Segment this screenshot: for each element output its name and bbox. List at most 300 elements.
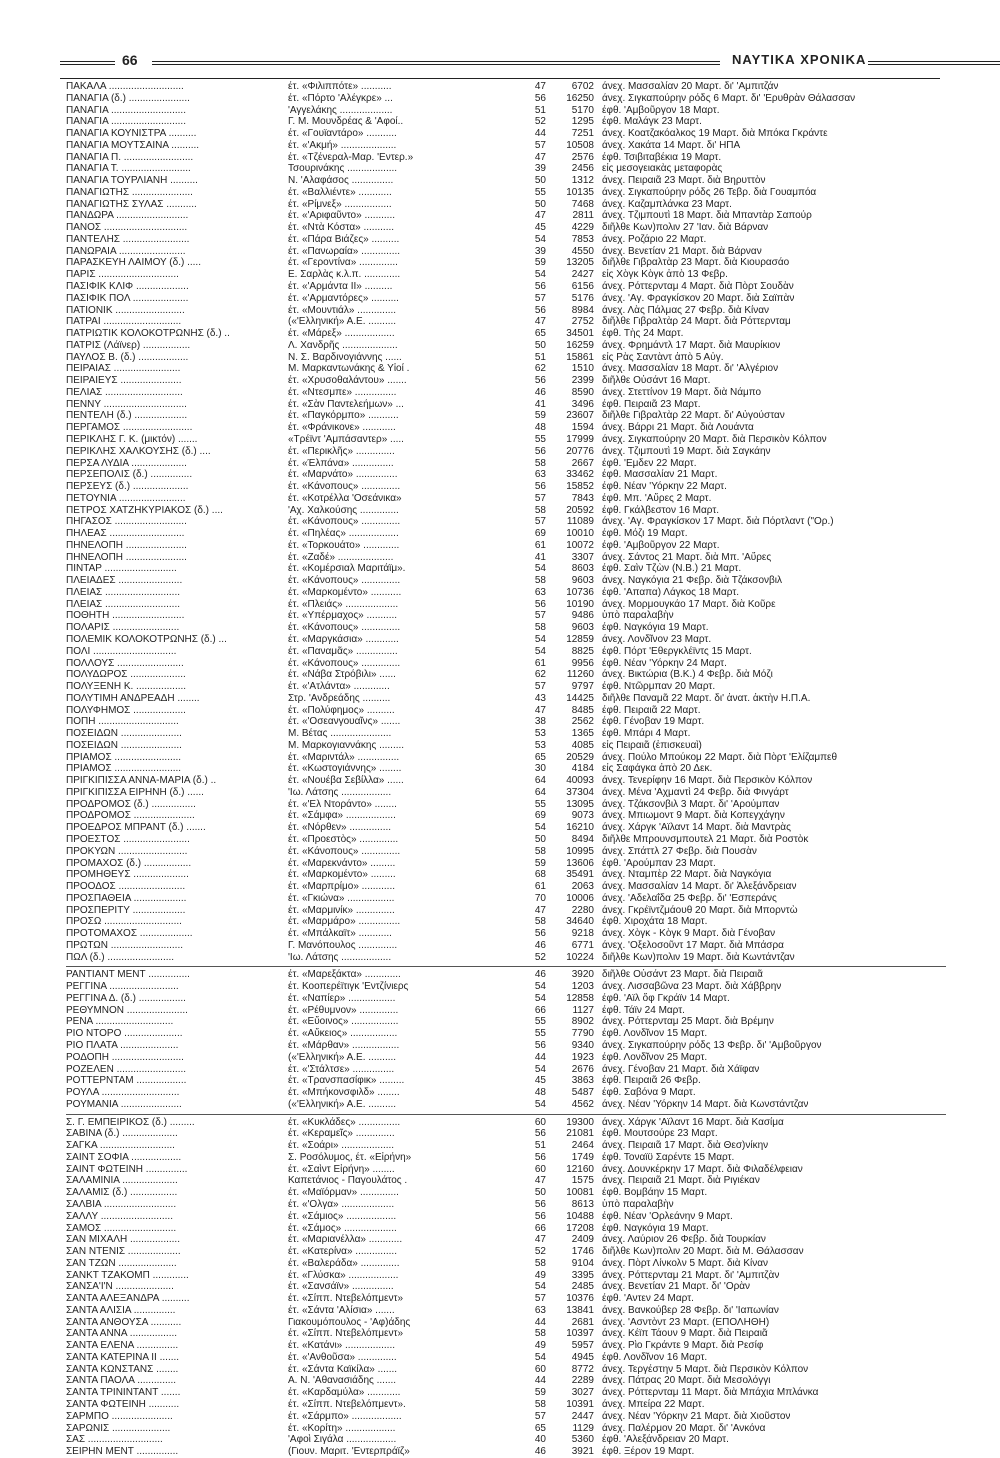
table-row: [66, 210, 946, 222]
movement-note: άνεχ. Νέαν 'Υόρκην 21 Μαρτ. διὰ Χιοῦστον: [602, 1410, 791, 1422]
build-year: 46: [534, 386, 546, 398]
ship-name: ΠΑΡΑΣΚΕΥΗ ΛΑΙΜΟΥ (δ.) .....: [66, 257, 201, 269]
table-row: [66, 1293, 946, 1305]
movement-note: ὑπὸ παραλαβὴν: [602, 1198, 674, 1210]
agent-name: έτ. «Μπάλκαϊτ» ............: [288, 928, 392, 940]
table-row: [66, 1028, 946, 1040]
tonnage: 4085: [571, 739, 594, 751]
build-year: 55: [534, 1016, 546, 1028]
build-year: 41: [534, 398, 546, 410]
table-row: [66, 752, 946, 764]
movement-note: έφθ. Πειραιᾶ 22 Μαρτ.: [602, 704, 701, 716]
movement-note: έφθ. Λονδῖνον 15 Μαρτ.: [602, 1028, 708, 1040]
ship-name: ΠΛΕΙΑΔΕΣ .......................: [66, 575, 183, 587]
ship-name: ΠΡΟΣΠΑΘΕΙΑ ...................: [66, 892, 187, 904]
agent-name: έτ. «Τορκουάτο» .............: [288, 539, 400, 551]
ship-name: ΠΑΝΑΓΙΑ ΤΟΥΡΛΙΑΝΗ ..........: [66, 175, 198, 187]
tonnage: 16250: [566, 92, 594, 104]
movement-note: διῆλθε Παναμᾶ 22 Μαρτ. δι' ἀνατ. ἀκτὴν Η.Π.Α.: [602, 692, 811, 704]
ship-name: ΠΡΟΕΣΤΟΣ ........................: [66, 834, 190, 845]
agent-name: έτ. «Κωστογιάννης» ........: [288, 763, 402, 775]
tonnage: 37304: [566, 786, 594, 798]
movement-note: έφθ. Ντῶρμπαν 20 Μαρτ.: [602, 681, 716, 693]
movement-note: έφθ. Μασσαλίαν 21 Μαρτ.: [602, 469, 718, 481]
build-year: 56: [534, 598, 546, 610]
movement-note: έφθ. Νέαν 'Ορλεάνην 9 Μαρτ.: [602, 1210, 733, 1222]
movement-note: έφθ. 'Εμδεν 22 Μαρτ.: [602, 457, 697, 469]
agent-name: έτ. «Ναπίερ» .................: [288, 992, 396, 1004]
ship-name: ΡΙΟ ΠΛΑΤΑ .....................: [66, 1040, 179, 1052]
table-row: [66, 1117, 946, 1129]
ship-name: Σ. Γ. ΕΜΠΕΙΡΙΚΟΣ (δ.) .........: [66, 1116, 195, 1128]
movement-note: έφθ. Μαλάγκ 23 Μαρτ.: [602, 116, 702, 128]
ship-name: ΠΕΙΡΑΙΑΣ ........................: [66, 363, 181, 375]
ship-name: ΠΛΕΙΑΣ ...........................: [66, 598, 180, 610]
table-row: [66, 1164, 946, 1176]
agent-name: έτ. «Σάρμπο» ..................: [288, 1410, 402, 1422]
table-row: [66, 693, 946, 705]
tonnage: 13606: [566, 857, 594, 869]
movement-note: άνεχ. Ροζάριο 22 Μαρτ.: [602, 233, 707, 245]
ship-name: ΣΑΝΤΑ ΕΛΕΝΑ ...............: [66, 1340, 179, 1352]
ship-name: ΣΑΝΤΑ ΚΩΝΣΤΑΝΣ ........: [66, 1363, 179, 1375]
build-year: 62: [534, 669, 546, 681]
ship-name: ΣΑΓΚΑ ...........................: [66, 1140, 175, 1152]
ship-name: ΠΟΛΥΤΙΜΗ ΑΝΔΡΕΑΔΗ ........: [66, 692, 200, 704]
agent-name: έτ. «Κάνοπους» ..............: [288, 845, 401, 857]
tonnage: 14425: [566, 692, 594, 704]
build-year: 57: [534, 492, 546, 504]
build-year: 51: [534, 1140, 546, 1152]
agent-name: έτ. «Σάμιος» ..................: [288, 1210, 397, 1222]
ship-name: ΣΑΝΤΑ ΑΛΙΣΙΑ ...............: [66, 1304, 176, 1316]
movement-note: εἰς Πειραιᾶ (ἐπισκευαὶ): [602, 739, 702, 751]
table-row: [66, 587, 946, 599]
table-row: [66, 634, 946, 646]
tonnage: 5176: [571, 292, 594, 304]
build-year: 57: [534, 139, 546, 151]
ship-name: ΣΑΝΤΑ ΑΝΘΟΥΣΑ ...........: [66, 1316, 182, 1328]
tonnage: 10081: [566, 1187, 594, 1199]
build-year: 55: [534, 798, 546, 810]
tonnage: 8772: [571, 1363, 594, 1375]
movement-note: άνεχ. Τζιμπουτὶ 19 Μαρτ. διὰ Σαγκάην: [602, 445, 771, 457]
agent-name: έτ. «Κοτρέλλα 'Οσεάνικα»: [288, 492, 402, 504]
tonnage: 5360: [571, 1434, 594, 1446]
build-year: 66: [534, 1004, 546, 1016]
tonnage: 7251: [571, 128, 594, 140]
agent-name: Γ. Μανόπουλος ..............: [288, 939, 398, 951]
movement-note: άνεχ. Λονδῖνον 23 Μαρτ.: [602, 633, 712, 645]
tonnage: 9603: [571, 575, 594, 587]
build-year: 45: [534, 222, 546, 234]
build-year: 56: [534, 281, 546, 293]
movement-note: άνεχ. Λαύριον 26 Φεβρ. διὰ Τουρκίαν: [602, 1234, 766, 1246]
build-year: 58: [534, 845, 546, 857]
movement-note: έφθ. Λονδῖνον 16 Μαρτ.: [602, 1351, 708, 1363]
agent-name: έτ. «Σίππ. Ντεβελόπμεντ».: [288, 1398, 406, 1410]
build-year: 58: [534, 916, 546, 928]
ship-name: ΣΑΜΟΣ ..........................: [66, 1222, 177, 1234]
build-year: 58: [534, 1257, 546, 1269]
tonnage: 10736: [566, 586, 594, 598]
tonnage: 8902: [571, 1016, 594, 1028]
table-row: [66, 1064, 946, 1076]
tonnage: 2280: [571, 904, 594, 916]
table-row: [66, 1040, 946, 1052]
ship-name: ΠΗΝΕΛΟΠΗ ......................: [66, 539, 187, 551]
ship-name: ΠΛΕΙΑΣ ...........................: [66, 586, 180, 598]
ship-name: ΣΑΒΙΝΑ (δ.) ....................: [66, 1128, 178, 1140]
agent-name: 'Αφοὶ Σιγάλα ..................: [288, 1434, 397, 1446]
movement-note: έφθ. Τσιβιταβέκια 19 Μαρτ.: [602, 151, 722, 163]
agent-name: Γ. Μ. Μουνδρέας & 'Αφοί..: [288, 116, 404, 128]
tonnage: 2681: [571, 1316, 594, 1328]
tonnage: 1594: [571, 422, 594, 434]
table-row: [66, 1234, 946, 1246]
ship-name: ΣΑΝΤΑ ΤΡΙΝΙΝΤΑΝΤ .......: [66, 1387, 181, 1399]
table-row: [66, 140, 946, 152]
table-row: [66, 1075, 946, 1087]
movement-note: έφθ. Γκάλβεστον 16 Μαρτ.: [602, 504, 720, 516]
table-row: [66, 1434, 946, 1446]
movement-note: άνεχ. Λισσαβῶνα 23 Μαρτ. διὰ Χάββρην: [602, 981, 782, 993]
agent-name: 'Ιω. Λάτσης ..................: [288, 786, 392, 798]
build-year: 54: [534, 1351, 546, 1363]
movement-note: άνεχ. Μένα 'Αχμαντὶ 24 Φεβρ. διὰ Φινγάρτ: [602, 786, 789, 798]
agent-name: έτ. «Σάντα 'Αλίσια» .......: [288, 1304, 395, 1316]
build-year: 63: [534, 469, 546, 481]
table-row: [66, 399, 946, 411]
tonnage: 10010: [566, 528, 594, 540]
agent-name: έτ. «Μπήκονσφιλδ» ........: [288, 1087, 400, 1099]
movement-note: έφθ. Σαὶν Τζὼν (Ν.Β.) 21 Μαρτ.: [602, 563, 742, 575]
tonnage: 1312: [571, 175, 594, 187]
table-row: [66, 105, 946, 117]
table-row: [66, 434, 946, 446]
table-row: [66, 540, 946, 552]
agent-name: έτ. «Μαρπρίμο» ............: [288, 881, 395, 893]
build-year: 47: [534, 1234, 546, 1246]
tonnage: 12160: [566, 1163, 594, 1175]
tonnage: 10376: [566, 1293, 594, 1305]
table-row: [66, 763, 946, 775]
tonnage: 6702: [571, 81, 594, 92]
tonnage: 10072: [566, 539, 594, 551]
agent-name: έτ. «Ρέθυμνον» ..............: [288, 1004, 399, 1016]
build-year: 59: [534, 257, 546, 269]
movement-note: έφθ. Σαβόνα 9 Μαρτ.: [602, 1087, 696, 1099]
tonnage: 35491: [566, 869, 594, 881]
build-year: 61: [534, 657, 546, 669]
build-year: 47: [534, 1175, 546, 1187]
agent-name: έτ. «Μάρθαν» .................: [288, 1040, 400, 1052]
ship-name: ΠΙΝΤΑΡ ..........................: [66, 563, 177, 575]
movement-note: έφθ. Ξέρον 19 Μαρτ.: [602, 1446, 695, 1458]
agent-name: έτ. «Σάντα Καϊκίλα» .......: [288, 1363, 398, 1375]
table-row: [66, 222, 946, 234]
ship-name: ΣΑΛΒΙΑ ..........................: [66, 1198, 177, 1210]
build-year: 53: [534, 739, 546, 751]
build-year: 39: [534, 163, 546, 175]
ship-name: ΠΟΠΗ .............................: [66, 716, 179, 728]
build-year: 54: [534, 1063, 546, 1075]
tonnage: 10488: [566, 1210, 594, 1222]
table-row: [66, 387, 946, 399]
build-year: 47: [534, 904, 546, 916]
agent-name: έτ. «Νόρθεν» ...............: [288, 822, 392, 834]
table-row: [66, 1199, 946, 1211]
agent-name: έτ. «'Ολγα» ...................: [288, 1198, 395, 1210]
movement-note: έφθ. Μουτσούρε 23 Μαρτ.: [602, 1128, 718, 1140]
ship-name: ΠΗΛΕΑΣ ...........................: [66, 528, 185, 540]
build-year: 45: [534, 1075, 546, 1087]
ship-name: ΠΕΤΡΟΣ ΧΑΤΖΗΚΥΡΙΑΚΟΣ (δ.) ....: [66, 504, 223, 516]
table-row: [66, 799, 946, 811]
agent-name: Ν. Σ. Βαρδινογιάννης ......: [288, 351, 402, 363]
movement-note: άνεχ. Τζιμπουτὶ 18 Μαρτ. διὰ Μπαντὰρ Σαπούρ: [602, 210, 812, 222]
tonnage: 15852: [566, 481, 594, 493]
agent-name: έτ. «Κεραμεῖς» ..............: [288, 1128, 395, 1140]
movement-note: έφθ. Ναγκόγια 19 Μαρτ.: [602, 1222, 709, 1234]
movement-note: έφθ. 'Αϊλ ὄφ Γκράϊν 14 Μαρτ.: [602, 992, 730, 1004]
ship-name: ΡΕΓΓΙΝΑ .........................: [66, 981, 179, 993]
agent-name: έτ. «Σάμος» ...................: [288, 1222, 397, 1234]
agent-name: έτ. «Κάνοπους» ..............: [288, 622, 401, 634]
tonnage: 9218: [571, 928, 594, 940]
ship-name: ΠΟΣΕΙΔΩΝ ......................: [66, 739, 182, 751]
movement-note: εἰς μεσογειακὰς μεταφορὰς: [602, 163, 723, 175]
tonnage: 2399: [571, 375, 594, 387]
build-year: 58: [534, 1328, 546, 1340]
movement-note: έφθ. Μπ. 'Αὔρες 2 Μαρτ.: [602, 492, 712, 504]
ship-name: ΣΑΙΝΤ ΦΩΤΕΙΝΗ ...............: [66, 1163, 188, 1175]
movement-note: άνεχ. Κοατζακόαλκος 19 Μαρτ. διὰ Μπόκα Γκράντε: [602, 128, 828, 140]
tonnage: 11089: [566, 516, 594, 528]
build-year: 64: [534, 775, 546, 787]
table-row: [66, 481, 946, 493]
table-row: [66, 1305, 946, 1317]
build-year: 49: [534, 1340, 546, 1352]
table-row: [66, 340, 946, 352]
ship-name: ΠΑΝΑΓΙΑ (δ.) ......................: [66, 92, 190, 104]
movement-note: άνεχ. Ρόττερνταμ 25 Μαρτ. διὰ Βρέμην: [602, 1016, 774, 1028]
tonnage: 19300: [566, 1116, 594, 1128]
build-year: 56: [534, 1128, 546, 1140]
agent-name: έτ. «Νάβα Στρόβιλι» ......: [288, 669, 396, 681]
agent-name: έτ. «Μαρμινίκ» ..............: [288, 904, 395, 916]
tonnage: 7843: [571, 492, 594, 504]
agent-name: έτ. «Μαρεξάκτα» .............: [288, 969, 401, 981]
ship-name: ΠΟΛΥΦΗΜΟΣ ...................: [66, 704, 186, 716]
build-year: 46: [534, 939, 546, 951]
agent-name: έτ. «Κάνοπους» ..............: [288, 657, 401, 669]
tonnage: 8494: [571, 834, 594, 845]
movement-note: άνεχ. Σπάττλ 27 Φεβρ. διὰ Πουσὰν: [602, 845, 757, 857]
tonnage: 17999: [566, 433, 594, 445]
tonnage: 2289: [571, 1375, 594, 1387]
table-row: [66, 669, 946, 681]
ship-name: ΣΑΝΤΑ ΠΑΟΛΑ ..............: [66, 1375, 177, 1387]
build-year: 47: [534, 704, 546, 716]
movement-note: άνεχ. Πὸρτ Λίνκολν 5 Μαρτ. διὰ Κίναν: [602, 1257, 769, 1269]
tonnage: 10190: [566, 598, 594, 610]
build-year: 62: [534, 363, 546, 375]
agent-name: 'Αχ. Χαλκούσης ..............: [288, 504, 399, 516]
tonnage: 3027: [571, 1387, 594, 1399]
movement-note: άνεχ. Μορμουγκάο 17 Μαρτ. διὰ Κοῦρε: [602, 598, 776, 610]
tonnage: 2667: [571, 457, 594, 469]
table-row: [66, 1005, 946, 1017]
table-row: [66, 681, 946, 693]
agent-name: έτ. «Μαρμάρο» ...............: [288, 916, 401, 928]
build-year: 44: [534, 1316, 546, 1328]
table-row: [66, 646, 946, 658]
table-row: [66, 175, 946, 187]
tonnage: 16259: [566, 339, 594, 351]
table-row: [66, 410, 946, 422]
ship-name: ΠΑΥΛΟΣ Β. (δ.) ..................: [66, 351, 189, 363]
ship-name: ΠΡΟΜΗΘΕΥΣ ....................: [66, 869, 189, 881]
agent-name: έτ. «Κομέρσιαλ Μαριτάϊμ».: [288, 563, 406, 575]
table-row: [66, 858, 946, 870]
table-row: [66, 1140, 946, 1152]
table-row: [66, 516, 946, 528]
ship-name: ΣΕΙΡΗΝ ΜΕΝΤ ...............: [66, 1446, 179, 1458]
table-row: [66, 1175, 946, 1187]
ship-name: ΡΟΥΛΑ ............................: [66, 1087, 180, 1099]
build-year: 52: [534, 951, 546, 963]
table-row: [66, 1375, 946, 1387]
tonnage: 9956: [571, 657, 594, 669]
ship-name: ΠΕΡΣΕΠΟΛΙΣ (δ.) ...............: [66, 469, 193, 481]
agent-name: έτ. «Προεστὸς» ..............: [288, 834, 399, 845]
movement-note: άνεχ. Βενετίαν 21 Μαρτ. δι' 'Ορὰν: [602, 1281, 751, 1293]
table-row: [66, 916, 946, 928]
table-row: [66, 1052, 946, 1064]
tonnage: 8613: [571, 1198, 594, 1210]
agent-name: έτ. «Μαρνάτο» ...............: [288, 469, 398, 481]
tonnage: 1575: [571, 1175, 594, 1187]
agent-name: έτ. «Ντεσμπε» ...............: [288, 386, 397, 398]
agent-name: Τσουρινάκης ..................: [288, 163, 398, 175]
tonnage: 5957: [571, 1340, 594, 1352]
build-year: 58: [534, 457, 546, 469]
tonnage: 4945: [571, 1351, 594, 1363]
ship-name: ΠΑΝΑΓΙΑ ...........................: [66, 116, 186, 128]
movement-note: άνεχ. 'Αγ. Φραγκίσκον 20 Μαρτ. διὰ Σαϊπὰν: [602, 292, 795, 304]
build-year: 55: [534, 1028, 546, 1040]
table-row: [66, 493, 946, 505]
tonnage: 1127: [572, 1004, 594, 1016]
table-row: [66, 269, 946, 281]
table-row: [66, 528, 946, 540]
tonnage: 9073: [571, 810, 594, 822]
header-underline: [60, 78, 940, 79]
table-row: [66, 505, 946, 517]
tonnage: 8485: [571, 704, 594, 716]
tonnage: 15861: [566, 351, 594, 363]
movement-note: διῆλθε Μπρουνσμπουτελ 21 Μαρτ. διὰ Ροστὸκ: [602, 834, 809, 845]
tonnage: 13841: [566, 1304, 594, 1316]
agent-name: έτ. «Μουντιάλ» ..............: [288, 304, 397, 316]
movement-note: άνεχ. 'Αδελαΐδα 25 Φεβρ. δι' 'Εσπεράνς: [602, 892, 777, 904]
ship-name: ΠΕΡΣΕΥΣ (δ.) ....................: [66, 481, 189, 493]
agent-name: έτ. «Πανωραία» ..............: [288, 245, 401, 257]
build-year: 54: [534, 981, 546, 993]
agent-name: έτ. «Γεροντίνα» ..............: [288, 257, 398, 269]
table-row: [66, 1211, 946, 1223]
table-row: [66, 234, 946, 246]
build-year: 59: [534, 410, 546, 422]
build-year: 47: [534, 81, 546, 92]
ship-name: ΠΡΩΤΩΝ ..........................: [66, 939, 184, 951]
ship-name: ΣΑΣ ...........................: [66, 1434, 163, 1446]
movement-note: άνεχ. Βενετίαν 21 Μαρτ. διὰ Βάρναν: [602, 245, 762, 257]
movement-note: άνεχ. Πάτρας 20 Μαρτ. διὰ Μεσολόγγι: [602, 1375, 771, 1387]
tonnage: 10995: [566, 845, 594, 857]
table-row: [66, 1411, 946, 1423]
agent-name: Ν. 'Αλαφάσος ...............: [288, 175, 394, 187]
movement-note: έφθ. Νέαν 'Υόρκην 24 Μαρτ.: [602, 657, 727, 669]
agent-name: έτ. «Γουϊαντάρο» ...........: [288, 128, 397, 140]
tonnage: 2752: [571, 316, 594, 328]
tonnage: 40093: [566, 775, 594, 787]
agent-name: Μ. Βέτας ......................: [288, 728, 392, 740]
tonnage: 10508: [566, 139, 594, 151]
agent-name: έτ. «Αὔκειος» .................: [288, 1028, 398, 1040]
table-row: [66, 1128, 946, 1140]
table-row: [66, 928, 946, 940]
table-row: [66, 981, 946, 993]
table-row: [66, 1364, 946, 1376]
movement-note: διῆλθε Γιβραλτὰρ 22 Μαρτ. δι' Αὐγούσταν: [602, 410, 785, 422]
movement-note: έφθ. 'Αλεξάνδρειαν 20 Μαρτ.: [602, 1434, 729, 1446]
build-year: 56: [534, 1151, 546, 1163]
build-year: 48: [534, 422, 546, 434]
ship-name: ΣΑΝ ΤΖΩΝ .....................: [66, 1257, 177, 1269]
table-row: [66, 163, 946, 175]
ship-name: ΠΑΝΩΡΑΙΑ ........................: [66, 245, 186, 257]
tonnage: 20529: [566, 751, 594, 763]
tonnage: 1365: [571, 728, 594, 740]
agent-name: έτ. «Νουέβα Σεβίλλα» ......: [288, 775, 404, 787]
build-year: 61: [534, 539, 546, 551]
ship-name: ΣΑΝΤΑ ΑΝΝΑ .................: [66, 1328, 178, 1340]
build-year: 50: [534, 339, 546, 351]
ship-name: ΣΑΛΑΜΙΝΙΑ ....................: [66, 1175, 178, 1187]
tonnage: 7790: [571, 1028, 594, 1040]
tonnage: 5170: [571, 104, 594, 116]
table-row: [66, 728, 946, 740]
agent-name: έτ. «Έλπάνα» ...............: [288, 457, 394, 469]
build-year: 57: [534, 516, 546, 528]
ship-name: ΡΑΝΤΙΑΝΤ ΜΕΝΤ ...............: [66, 969, 190, 981]
ship-name: ΣΑΝ ΝΤΕΝΙΣ ...................: [66, 1246, 181, 1258]
agent-name: έτ. «Πολύφημος» ..........: [288, 704, 395, 716]
movement-note: έφθ. Μπάρι 4 Μαρτ.: [602, 728, 691, 740]
movement-note: έφθ. Μόζι 19 Μαρτ.: [602, 528, 688, 540]
build-year: 44: [534, 128, 546, 140]
build-year: 56: [534, 304, 546, 316]
header-rule-left: [60, 61, 115, 65]
build-year: 54: [534, 822, 546, 834]
movement-note: άνεχ. Νταμπὲρ 22 Μαρτ. διὰ Ναγκόγια: [602, 869, 772, 881]
ship-name: ΣΑΝ ΜΙΧΑΛΗ ..................: [66, 1234, 180, 1246]
agent-name: έτ. «Κατάνι» ..................: [288, 1340, 396, 1352]
table-row: [66, 716, 946, 728]
agent-name: έτ. «Τζένεραλ-Μαρ. 'Εντερ.»: [288, 151, 414, 163]
